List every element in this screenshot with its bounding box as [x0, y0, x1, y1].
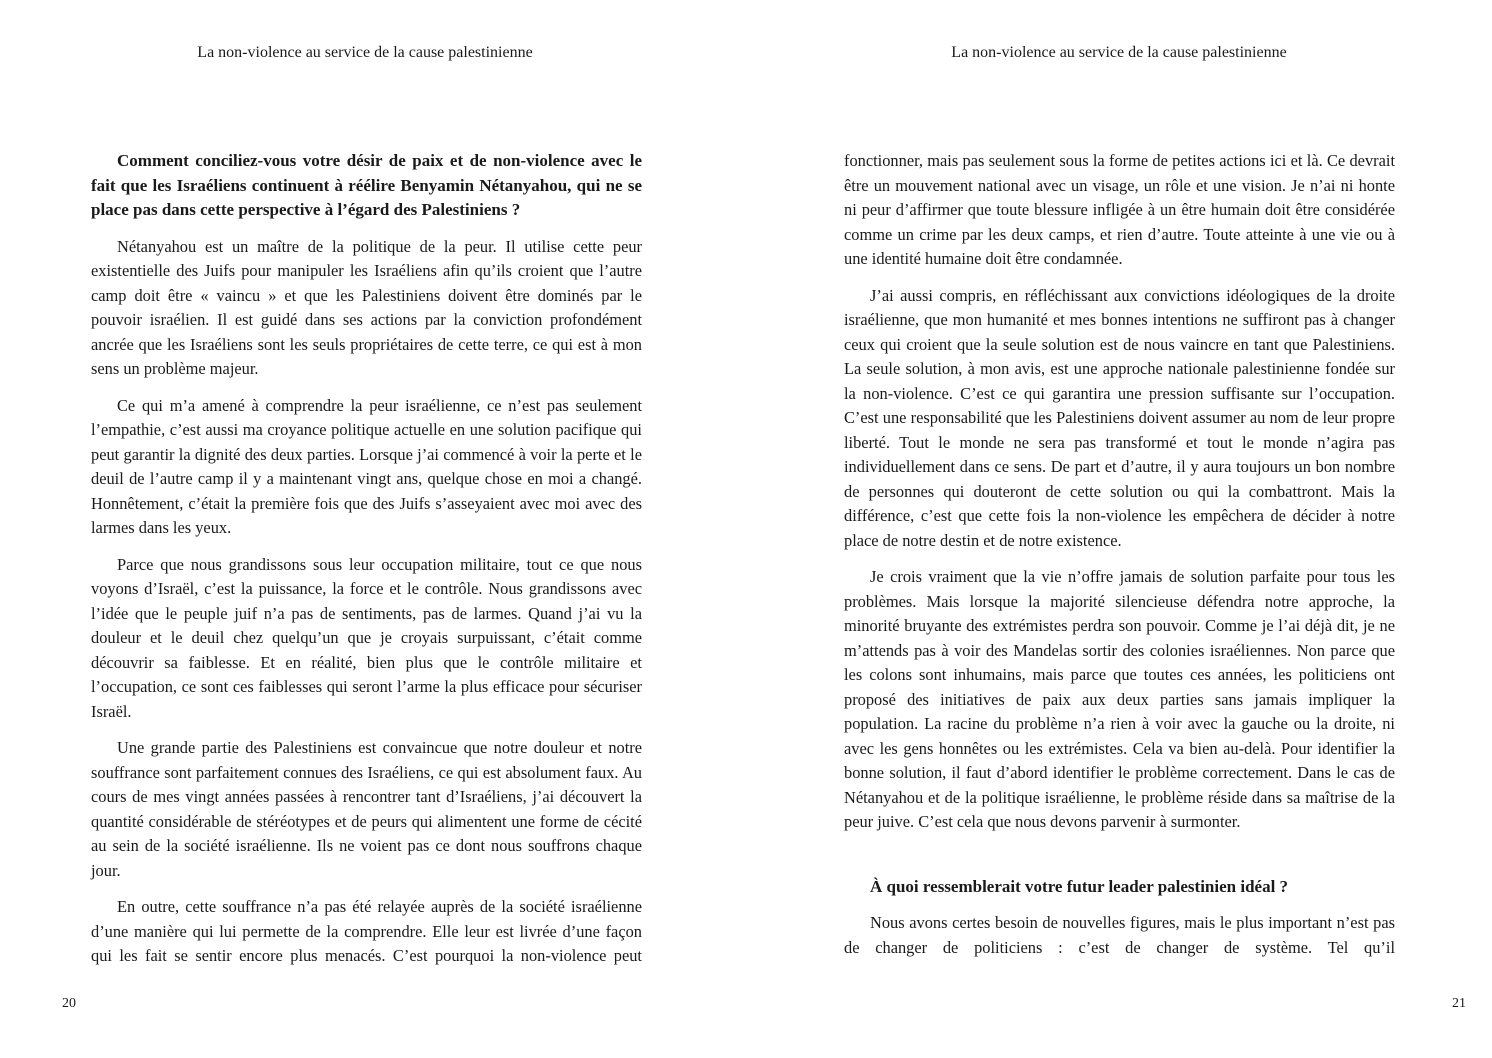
right-page	[746, 0, 1492, 1058]
interview-question: Comment conciliez-vous votre désir de paix et de non-violence avec le fait que les Israéliens continuent à réélire Benyamin Nétanyahou, qui ne se place pas dans cette perspective à l’égard des Palestiniens ?	[91, 151, 642, 219]
paragraph: En outre, cette souffrance n’a pas été relayée auprès de la société israélienne d’une manière qui lui permette de la comprendre. Elle leur est livrée d’une façon qui les fait se sentir encore plus menacés. C’est pourquoi la non-violence peut	[91, 897, 642, 965]
paragraph: Nous avons certes besoin de nouvelles figures, mais le plus important n’est pas de changer de politiciens : c’est de changer de système. Tel qu’il	[844, 913, 1395, 957]
running-header: La non-violence au service de la cause palestinienne	[197, 44, 533, 61]
body-text	[91, 149, 642, 981]
paragraph: J’ai aussi compris, en réfléchissant aux convictions idéologiques de la droite israélienne, que mon humanité et mes bonnes intentions ne suffiront pas à changer ceux qui croient que la seule solution est de nous vaincre en tant que Palestiniens. La seule solution, à mon avis, est une approche nationale palestinienne fondée sur la non-violence. C’est ce qui garantira une pression suffisante sur l’occupation. C’est une responsabilité que les Palestiniens doivent assumer au nom de leur propre liberté. Tout le monde ne sera pas transformé et tout le monde n’agira pas individuellement dans ce sens. De part et d’autre, il y aura toujours un bon nombre de personnes qui douteront de cette solution ou qui la combattront. Mais la différence, c’est que cette fois la non-violence les empêchera de décider à notre place de notre destin et de notre existence.	[844, 285, 1395, 550]
paragraph: Une grande partie des Palestiniens est convaincue que notre douleur et notre souffrance sont parfaitement connues des Israéliens, ce qui est absolument faux. Au cours de mes vingt années passées à rencontrer tant d’Israéliens, j’ai découvert la quantité considérable de stéréotypes et de peurs qui alimentent une forme de cécité au sein de la société israélienne. Ils ne voient pas ce dont nous souffrons chaque jour.	[91, 738, 642, 880]
paragraph: Ce qui m’a amené à comprendre la peur israélienne, ce n’est pas seulement l’empathie, c’est aussi ma croyance politique actuelle en une solution pacifique qui peut garantir la dignité des deux parties. Lorsque j’ai commencé à voir la perte et le deuil de l’autre camp il y a maintenant vingt ans, quelque chose en moi a changé. Honnêtement, c’était la première fois que des Juifs s’asseyaient avec moi avec des larmes dans les yeux.	[91, 395, 642, 537]
interview-question: À quoi ressemblerait votre futur leader palestinien idéal ?	[870, 876, 1289, 896]
paragraph-continued: fonctionner, mais pas seulement sous la forme de petites actions ici et là. Ce devrait être un mouvement national avec un visage, un rôle et une vision. Je n’ai ni honte ni peur d’affirmer que toute blessure infligée à un être humain doit être considérée comme un crime par les deux camps, et rien d’autre. Toute atteinte à une vie ou à une identité humaine doit être condamnée.	[844, 151, 1395, 268]
body-text	[844, 149, 1395, 972]
page-number: 20	[62, 996, 76, 1011]
running-header: La non-violence au service de la cause palestinienne	[951, 44, 1287, 61]
paragraph: Je crois vraiment que la vie n’offre jamais de solution parfaite pour tous les problèmes. Mais lorsque la majorité silencieuse défendra notre approche, la minorité bruyante des extrémistes perdra son pouvoir. Comme je l’ai déjà dit, je ne m’attends pas à voir des Mandelas sortir des colonies israéliennes. Non parce que les colons sont inhumains, mais parce que toutes ces années, les politiciens ont proposé des initiatives de paix aux deux parties sans jamais impliquer la population. La racine du problème n’a rien à voir avec la gauche ou la droite, ni avec les gens honnêtes ou les extrémistes. Cela va bien au-delà. Pour identifier la bonne solution, il faut d’abord identifier le problème correctement. Dans le cas de Nétanyahou et de la politique israélienne, le problème réside dans sa maîtrise de la peur juive. C’est cela que nous devons parvenir à surmonter.	[844, 567, 1395, 831]
page-number: 21	[1452, 996, 1466, 1011]
paragraph: Nétanyahou est un maître de la politique de la peur. Il utilise cette peur existentielle des Juifs pour manipuler les Israéliens afin qu’ils croient que l’autre camp doit être « vaincu » et que les Palestiniens doivent être dominés par le pouvoir israélien. Il est guidé dans ses actions par la conviction profondément ancrée que les Israéliens sont les seuls propriétaires de cette terre, ce qui est à mon sens un problème majeur.	[91, 236, 642, 378]
paragraph: Parce que nous grandissons sous leur occupation militaire, tout ce que nous voyons d’Israël, c’est la puissance, la force et le contrôle. Nous grandissons avec l’idée que le peuple juif n’a pas de sentiments, pas de larmes. Quand j’ai vu la douleur et le deuil chez quelqu’un que je croyais surpuissant, c’était comme découvrir sa faiblesse. Et en réalité, bien plus que le contrôle militaire et l’occupation, ce sont ces faiblesses qui seront l’arme la plus efficace pour sécuriser Israël.	[91, 554, 642, 721]
